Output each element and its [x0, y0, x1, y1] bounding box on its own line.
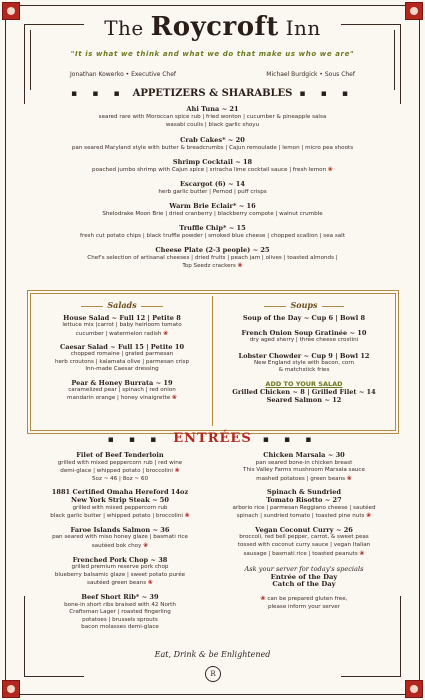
gluten-free-icon: ❀ [237, 262, 243, 269]
rose-ornament-icon [405, 680, 423, 698]
item-name: Truffle Chip* ~ 15 [179, 224, 246, 232]
gluten-free-icon: ❀ [260, 594, 266, 602]
rose-ornament-icon [2, 680, 20, 698]
item-desc: herb garlic butter | Pernod | puff crisps [158, 189, 267, 195]
item-name: Chicken Marsala ~ 30 [263, 451, 345, 459]
menu-item [216, 314, 392, 322]
menu-item [214, 452, 394, 483]
menu-item [0, 105, 425, 129]
border-rule [24, 676, 84, 677]
item-desc: caramelized pear | spinach | red onion [68, 386, 176, 393]
item-desc: Top Seedz crackers [182, 263, 236, 269]
menu-item [30, 557, 210, 588]
menu-item [0, 180, 425, 196]
appetizers-heading: ▪ ▪ ▪ APPETIZERS & SHARABLES ▪ ▪ ▪ [71, 88, 354, 99]
item-desc: spinach | sundried tomato | toasted pine nuts [236, 513, 365, 520]
gluten-free-icon: ❀ [184, 512, 190, 520]
item-desc: arborio rice | parmesan Reggiano cheese | sautéed [232, 504, 376, 511]
item-name: Filet of Beef Tenderloin [76, 451, 164, 459]
border-rule [400, 596, 401, 676]
item-desc: lettuce mix |carrot | baby heirloom tomato [62, 322, 182, 328]
menu-item [214, 527, 394, 558]
add-to-salad-options: Grilled Chicken ~ 8 | Grilled Filet ~ 14 [232, 387, 376, 396]
item-desc: chopped romaine | grated parmesan [70, 351, 174, 357]
catch-of-the-day: Catch of the Day [272, 580, 336, 589]
item-desc: black garlic butter | whipped potato | broccolini [50, 513, 183, 520]
tagline: "It is what we think and what we do that make us who we are" [70, 50, 355, 58]
menu-item [34, 379, 210, 403]
item-desc: sausage | basmati rice | toasted peanuts [243, 550, 358, 557]
item-name: Tomato Risotto ~ 27 [266, 495, 342, 504]
menu-item [0, 224, 425, 240]
add-to-salad-options: Seared Salmon ~ 12 [266, 395, 342, 404]
item-desc: New England style with bacon, corn [253, 359, 355, 366]
menu-item [214, 489, 394, 520]
item-desc: mashed potatoes | green beans [256, 475, 346, 482]
title-main: Roycroft [150, 12, 279, 42]
item-name: 1881 Certified Omaha Hereford 14oz [51, 488, 189, 497]
menu-item [34, 343, 210, 374]
gluten-free-icon: ❀ [346, 474, 352, 482]
gluten-free-icon: ❀ [359, 549, 365, 557]
item-desc: potatoes | brussels sprouts [82, 616, 158, 623]
item-name: Beef Short Rib* ~ 39 [81, 592, 159, 601]
restaurant-title [0, 12, 425, 42]
item-desc: grilled premium reserve pork chop [71, 564, 169, 571]
entrees-right-column [214, 452, 394, 611]
item-name: Ahi Tuna ~ 21 [186, 105, 239, 113]
item-desc: grilled with mixed peppercorn rub | red wine [57, 459, 183, 466]
item-name: Spinach & Sundried [266, 488, 342, 497]
gluten-free-icon: ❀ [366, 512, 372, 520]
border-rule [24, 596, 25, 676]
item-desc: pan seared bone-in chicken breast [255, 459, 353, 466]
footer-motto: Eat, Drink & be Enlightened [154, 650, 271, 659]
item-name: Warm Brie Eclair* ~ 16 [169, 202, 256, 210]
item-desc: This Valley Farms mushroom Marsala sauce [243, 467, 365, 474]
item-desc: herb croutons | kalamata olive | parmesan crisp [54, 358, 190, 365]
entrees-left-column [30, 452, 210, 632]
menu-item [30, 594, 210, 632]
item-desc: dry aged sherry | three cheese crostini [249, 337, 359, 343]
soups-column [216, 300, 392, 404]
menu-item [0, 246, 425, 270]
box-divider [212, 296, 213, 426]
item-desc: broccoli, red bell pepper, carrot, & sweet peas [239, 534, 369, 541]
item-name: House Salad ~ Full 12 | Petite 8 [63, 314, 181, 322]
item-name: Crab Cakes* ~ 20 [180, 136, 245, 144]
item-desc: blueberry balsamic glaze | sweet potato purée [54, 571, 186, 578]
menu-item [0, 136, 425, 152]
item-desc: bone-in short ribs braised with 42 North [64, 601, 176, 608]
title-prefix: The [104, 16, 144, 40]
item-desc: seared rare with Moroccan spice rub | fried wonton | cucumber & pineapple salsa [98, 114, 327, 120]
item-name: Escargot (6) ~ 14 [180, 180, 245, 188]
item-desc: sautéed bok choy [91, 542, 142, 549]
item-desc: pan seared with miso honey glaze | basmati rice [52, 534, 188, 541]
specials-block [214, 566, 394, 589]
item-desc: Chef's selection of artisanal cheeses | dried fruits | peach jam | olives | toasted almonds | [87, 255, 338, 261]
salads-column [34, 300, 210, 403]
item-name: Cheese Plate (2-3 people) ~ 25 [155, 246, 270, 254]
gluten-free-icon: ❀ [327, 166, 333, 173]
item-desc: 5oz ~ 46 | 8oz ~ 60 [92, 475, 148, 482]
gluten-free-icon: ❀ [147, 579, 153, 587]
item-desc: wasabi coulis | black garlic shoyu [165, 122, 260, 128]
roycroft-logo-icon: R [205, 666, 221, 682]
title-suffix: Inn [285, 16, 321, 40]
item-desc: sautéed green beans [87, 580, 147, 587]
item-desc: bacon molasses demi-glace [81, 624, 159, 631]
item-desc: tossed with coconut curry sauce | vegan Italian [237, 541, 371, 548]
item-name: Soup of the Day ~ Cup 6 | Bowl 8 [242, 314, 366, 322]
sous-chef: Michael Burdgick • Sous Chef [266, 71, 355, 78]
menu-item [0, 202, 425, 218]
menu-item [30, 452, 210, 483]
item-name: Frenched Pork Chop ~ 38 [72, 555, 168, 564]
item-desc: Shelodrake Moon Brie | dried cranberry | blackberry compote | walnut crumble [102, 211, 323, 217]
item-name: Lobster Chowder ~ Cup 9 | Bowl 12 [238, 351, 370, 360]
ask-server-note: Ask your server for today's specials [244, 565, 364, 574]
item-desc: fresh cut potato chips | black truffle powder | smoked blue cheese | chopped scallion | sea salt [80, 233, 345, 239]
item-name: Vegan Coconut Curry ~ 26 [255, 525, 353, 534]
item-desc: poached jumbo shrimp with Cajun spice | sriracha lime cocktail sauce | fresh lemon [92, 167, 327, 173]
menu-item [30, 527, 210, 551]
border-rule [341, 676, 401, 677]
executive-chef: Jonathan Kowerko • Executive Chef [70, 71, 177, 78]
gluten-free-icon: ❀ [163, 329, 169, 337]
item-name: Pear & Honey Burrata ~ 19 [71, 378, 173, 387]
item-desc: mandarin orange | honey vinaigrette [67, 395, 171, 401]
item-name: French Onion Soup Gratinée ~ 10 [241, 329, 367, 337]
item-desc: & matchstick fries [278, 367, 330, 373]
item-desc: cucumber | watermelon radish [75, 330, 162, 337]
menu-item [0, 158, 425, 174]
item-desc: pan seared Maryland style with butter & breadcrumbs | Cajun remoulade | lemon | micro pea shoots [71, 145, 354, 151]
entree-of-the-day: Entrée of the Day [270, 572, 338, 581]
item-name: Shrimp Cocktail ~ 18 [172, 158, 253, 166]
menu-item [30, 489, 210, 520]
menu-item [216, 329, 392, 345]
add-to-salad-heading: ADD TO YOUR SALAD [265, 379, 343, 388]
item-name: Caesar Salad ~ Full 15 | Petite 10 [59, 343, 185, 351]
entrees-heading: ▪ ▪ ▪ ENTRÉES ▪ ▪ ▪ [107, 431, 318, 446]
item-desc: Inn-made Caesar dressing [85, 366, 159, 372]
item-desc: grilled with mixed peppercorn rub [72, 504, 168, 511]
item-name: Faroe Islands Salmon ~ 36 [70, 525, 170, 534]
item-desc: demi-glace | whipped potato | broccolini [60, 468, 173, 475]
menu-item [34, 314, 210, 338]
salads-heading: Salads [34, 300, 210, 310]
gluten-free-icon: ❀ [174, 467, 180, 475]
gluten-free-note: ❀ can be prepared gluten free, please inform your server [260, 594, 348, 610]
menu-item [216, 352, 392, 375]
item-name: New York Strip Steak ~ 50 [71, 495, 169, 504]
item-desc: Craftsman Lager | roasted fingerling [69, 609, 171, 616]
soups-heading: Soups [216, 300, 392, 310]
gluten-free-icon: ❀ [171, 394, 177, 401]
gluten-free-icon: ❀ [143, 541, 149, 549]
